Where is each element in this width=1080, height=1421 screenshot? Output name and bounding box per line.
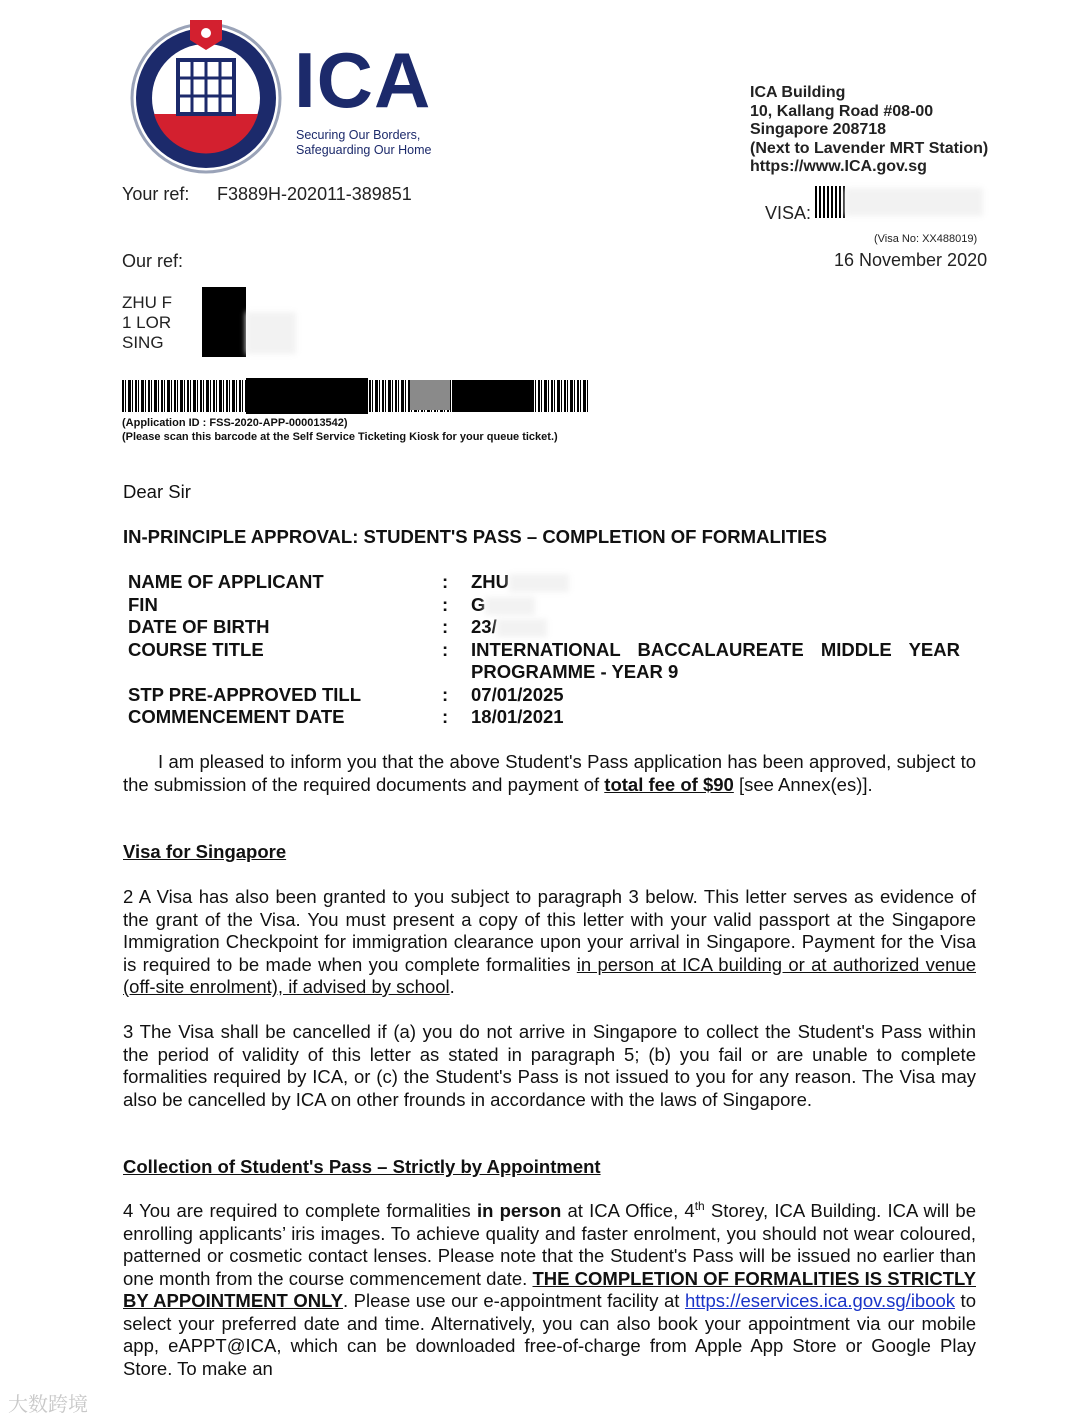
letter-date: 16 November 2020 xyxy=(834,250,988,270)
detail-label: STP PRE-APPROVED TILL xyxy=(128,683,361,705)
detail-value: 18/01/2021 xyxy=(471,706,564,727)
detail-label: DATE OF BIRTH xyxy=(128,616,270,637)
detail-row xyxy=(128,684,960,707)
collection-section-heading: Collection of Student's Pass – Strictly by Appointment xyxy=(123,1156,601,1177)
detail-label: FIN xyxy=(128,593,158,615)
eappointment-link[interactable]: https://eservices.ica.gov.sg/ibook xyxy=(684,1290,956,1311)
detail-row xyxy=(128,616,960,639)
salutation: Dear Sir xyxy=(123,481,191,502)
paragraph-4: 4 You are required to complete formalities in person at ICA Office, 4th Storey, ICA Building. ICA will be enrolling applicants’ iris images. To achieve quality and faster enrolment, you should not wear coloured, patterned or cosmetic contact lenses. Please note that the Student's Pass will be issued no earlier than one month from the course commencement date. THE COMPLETION OF FORMALITIES IS STRICTLY BY APPOINTMENT ONLY. Please use our e-appointment facility at https://eservices.ica.gov.sg/ibook to select your preferred date and time. Alternatively, you can also book your appointment via our mobile app, eAPPT@ICA, which can be downloaded free-of-charge from Apple App Store or Google Play Store. To make an xyxy=(123,1198,976,1379)
detail-colon: : xyxy=(442,616,449,637)
barcode-redaction xyxy=(410,380,450,410)
detail-value: G xyxy=(471,594,960,617)
detail-label: COURSE TITLE xyxy=(128,638,264,660)
detail-value: 23/ xyxy=(471,616,960,639)
detail-value: INTERNATIONAL BACCALAUREATE MIDDLE YEAR PROGRAMME - YEAR 9 xyxy=(471,638,960,682)
detail-row xyxy=(128,639,960,684)
detail-row xyxy=(128,594,960,617)
addressee-block: ZHU F 1 LOR SING xyxy=(122,293,173,352)
barcode-redaction xyxy=(246,378,368,414)
visa-barcode xyxy=(815,186,983,218)
detail-colon: : xyxy=(442,683,449,705)
visa-section-heading: Visa for Singapore xyxy=(123,841,287,862)
letter-subject: IN-PRINCIPLE APPROVAL: STUDENT'S PASS – COMPLETION OF FORMALITIES xyxy=(123,526,828,547)
redaction-blur xyxy=(246,312,296,354)
detail-row xyxy=(128,571,960,594)
our-ref-label: Our ref: xyxy=(122,251,184,271)
paragraph-1: I am pleased to inform you that the above Student's Pass application has been approved, subject to the submission of the required documents and payment of total fee of $90 [see Annex(es)]. xyxy=(123,751,976,795)
detail-colon: : xyxy=(442,571,449,592)
visa-number: (Visa No: XX488019) xyxy=(874,233,978,245)
detail-value: 07/01/2025 xyxy=(471,683,564,705)
watermark: 大数跨境 xyxy=(8,1394,88,1416)
visa-label: VISA: xyxy=(765,203,812,223)
barcode-redaction xyxy=(452,380,534,412)
paragraph-2: 2 A Visa has also been granted to you subject to paragraph 3 below. This letter serves as evidence of the grant of the Visa. You must present a copy of this letter with your valid passport at the Singapore Immigration Checkpoint for immigration clearance upon your arrival in Singapore. Payment for the Visa is required to be made when you complete formalities in person at ICA building or at authorized venue (off-site enrolment), if advised by school. xyxy=(123,886,976,997)
paragraph-3: 3 The Visa shall be cancelled if (a) you do not arrive in Singapore to collect the Student's Pass within the period of validity of this letter as stated in paragraph 5; (b) you fail or are unable to complete formalities required by ICA, or (c) the Student's Pass is not issued to you for any reason. The Visa may also be cancelled by ICA on other frounds in accordance with the laws of Singapore. xyxy=(123,1021,976,1110)
your-ref-label: Your ref: xyxy=(122,184,190,204)
detail-colon: : xyxy=(442,706,449,727)
ica-seal-icon xyxy=(130,18,290,178)
detail-value: ZHU xyxy=(471,571,960,594)
detail-label: COMMENCEMENT DATE xyxy=(128,706,345,727)
applicant-details xyxy=(128,571,960,729)
detail-row xyxy=(128,706,960,729)
detail-colon: : xyxy=(442,593,449,615)
detail-label: NAME OF APPLICANT xyxy=(128,571,324,592)
ica-tagline: Securing Our Borders, Safeguarding Our Home xyxy=(296,128,432,157)
ica-address: ICA Building 10, Kallang Road #08-00 Singapore 208718 (Next to Lavender MRT Station) https://www.ICA.gov.sg xyxy=(750,84,989,175)
application-id: (Application ID : FSS-2020-APP-000013542) (Please scan this barcode at the Self Service Ticketing Kiosk for your queue ticket.) xyxy=(122,417,558,443)
detail-colon: : xyxy=(442,638,449,660)
ica-wordmark: ICA xyxy=(294,36,432,124)
redaction-block xyxy=(202,287,246,357)
your-ref-value: F3889H-202011-389851 xyxy=(217,184,412,204)
